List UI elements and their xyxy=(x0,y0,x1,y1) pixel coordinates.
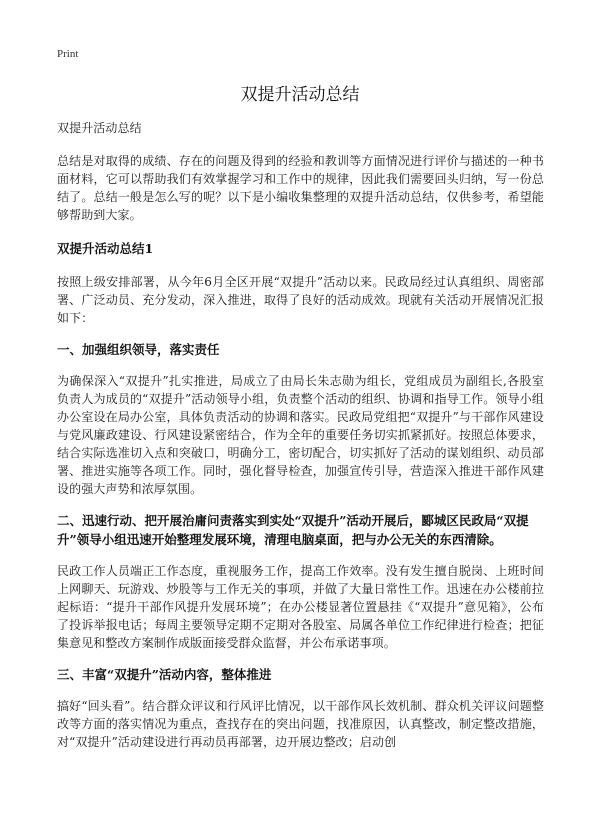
section-title: 双提升活动总结1 xyxy=(57,241,154,256)
document-subtitle: 双提升活动总结 xyxy=(57,121,142,135)
heading-2: 二、迅速行动、把开展治庸问责落实到实处“双提升”活动开展后，郾城区民政局“双提升”领导小组迅速开始整理发展环境，清理电脑桌面，把与办公无关的东西清除。 xyxy=(57,513,529,547)
print-label: Print xyxy=(57,48,79,60)
document-title: 双提升活动总结 xyxy=(240,85,360,105)
document-body xyxy=(57,119,544,751)
heading-3: 三、丰富“双提升”活动内容，整体推进 xyxy=(57,667,272,682)
section-intro-paragraph: 按照上级安排部署，从今年6月全区开展“双提升”活动以来。民政局经过认真组织、周密部署、广泛动员、充分发动，深入推进，取得了良好的活动成效。现就有关活动开展情况汇报如下： xyxy=(57,275,544,325)
paragraph-3: 搞好“回头看”。结合群众评议和行风评比情况，以干部作风长效机制、群众机关评议问题整改等方面的落实情况为重点，查找存在的突出问题，找准原因，认真整改，制定整改措施，对“双提升”活动建设进行再动员再部署，边开展边整改；启动创 xyxy=(57,699,544,749)
heading-1: 一、加强组织领导，落实责任 xyxy=(57,342,220,357)
paragraph-2: 民政工作人员端正工作态度，重视服务工作，提高工作效率。没有发生擅自脱岗、上班时间上网聊天、玩游戏、炒股等与工作无关的事项，并做了大量日常性工作。迅速在办公楼前拉起标语：“提升干部作风提升发展环境”；在办公楼显著位置悬挂《“双提升”意见箱》，公布了投诉举报电话；每周主要领导定期不定期对各股室、局属各单位工作纪律进行检查；把征集意见和整改方案制作成版面接受群众监督，并公布承诺事项。 xyxy=(57,564,544,650)
intro-paragraph: 总结是对取得的成绩、存在的问题及得到的经验和教训等方面情况进行评价与描述的一种书面材料，它可以帮助我们有效掌握学习和工作中的规律，因此我们需要回头归纳，写一份总结了。总结一般是怎么写的呢？以下是小编收集整理的双提升活动总结，仅供参考，希望能够帮助到大家。 xyxy=(57,154,544,222)
paragraph-1: 为确保深入“双提升”扎实推进，局成立了由局长朱志勋为组长，党组成员为副组长,各股室负责人为成员的“双提升”活动领导小组，负责整个活动的组织、协调和指导工作。领导小组办公室设在局办公室，具体负责活动的协调和落实。民政局党组把“双提升”与干部作风建设与党风廉政建设、行风建设紧密结合，作为全年的重要任务切实抓紧抓好。按照总体要求，结合实际选准切入点和突破口，明确分工，密切配合，切实抓好了活动的谋划组织、动员部署、推进实施等各项工作。同时，强化督导检查，加强宣传引导，营造深入推进干部作风建设的强大声势和浓厚氛围。 xyxy=(57,374,544,496)
